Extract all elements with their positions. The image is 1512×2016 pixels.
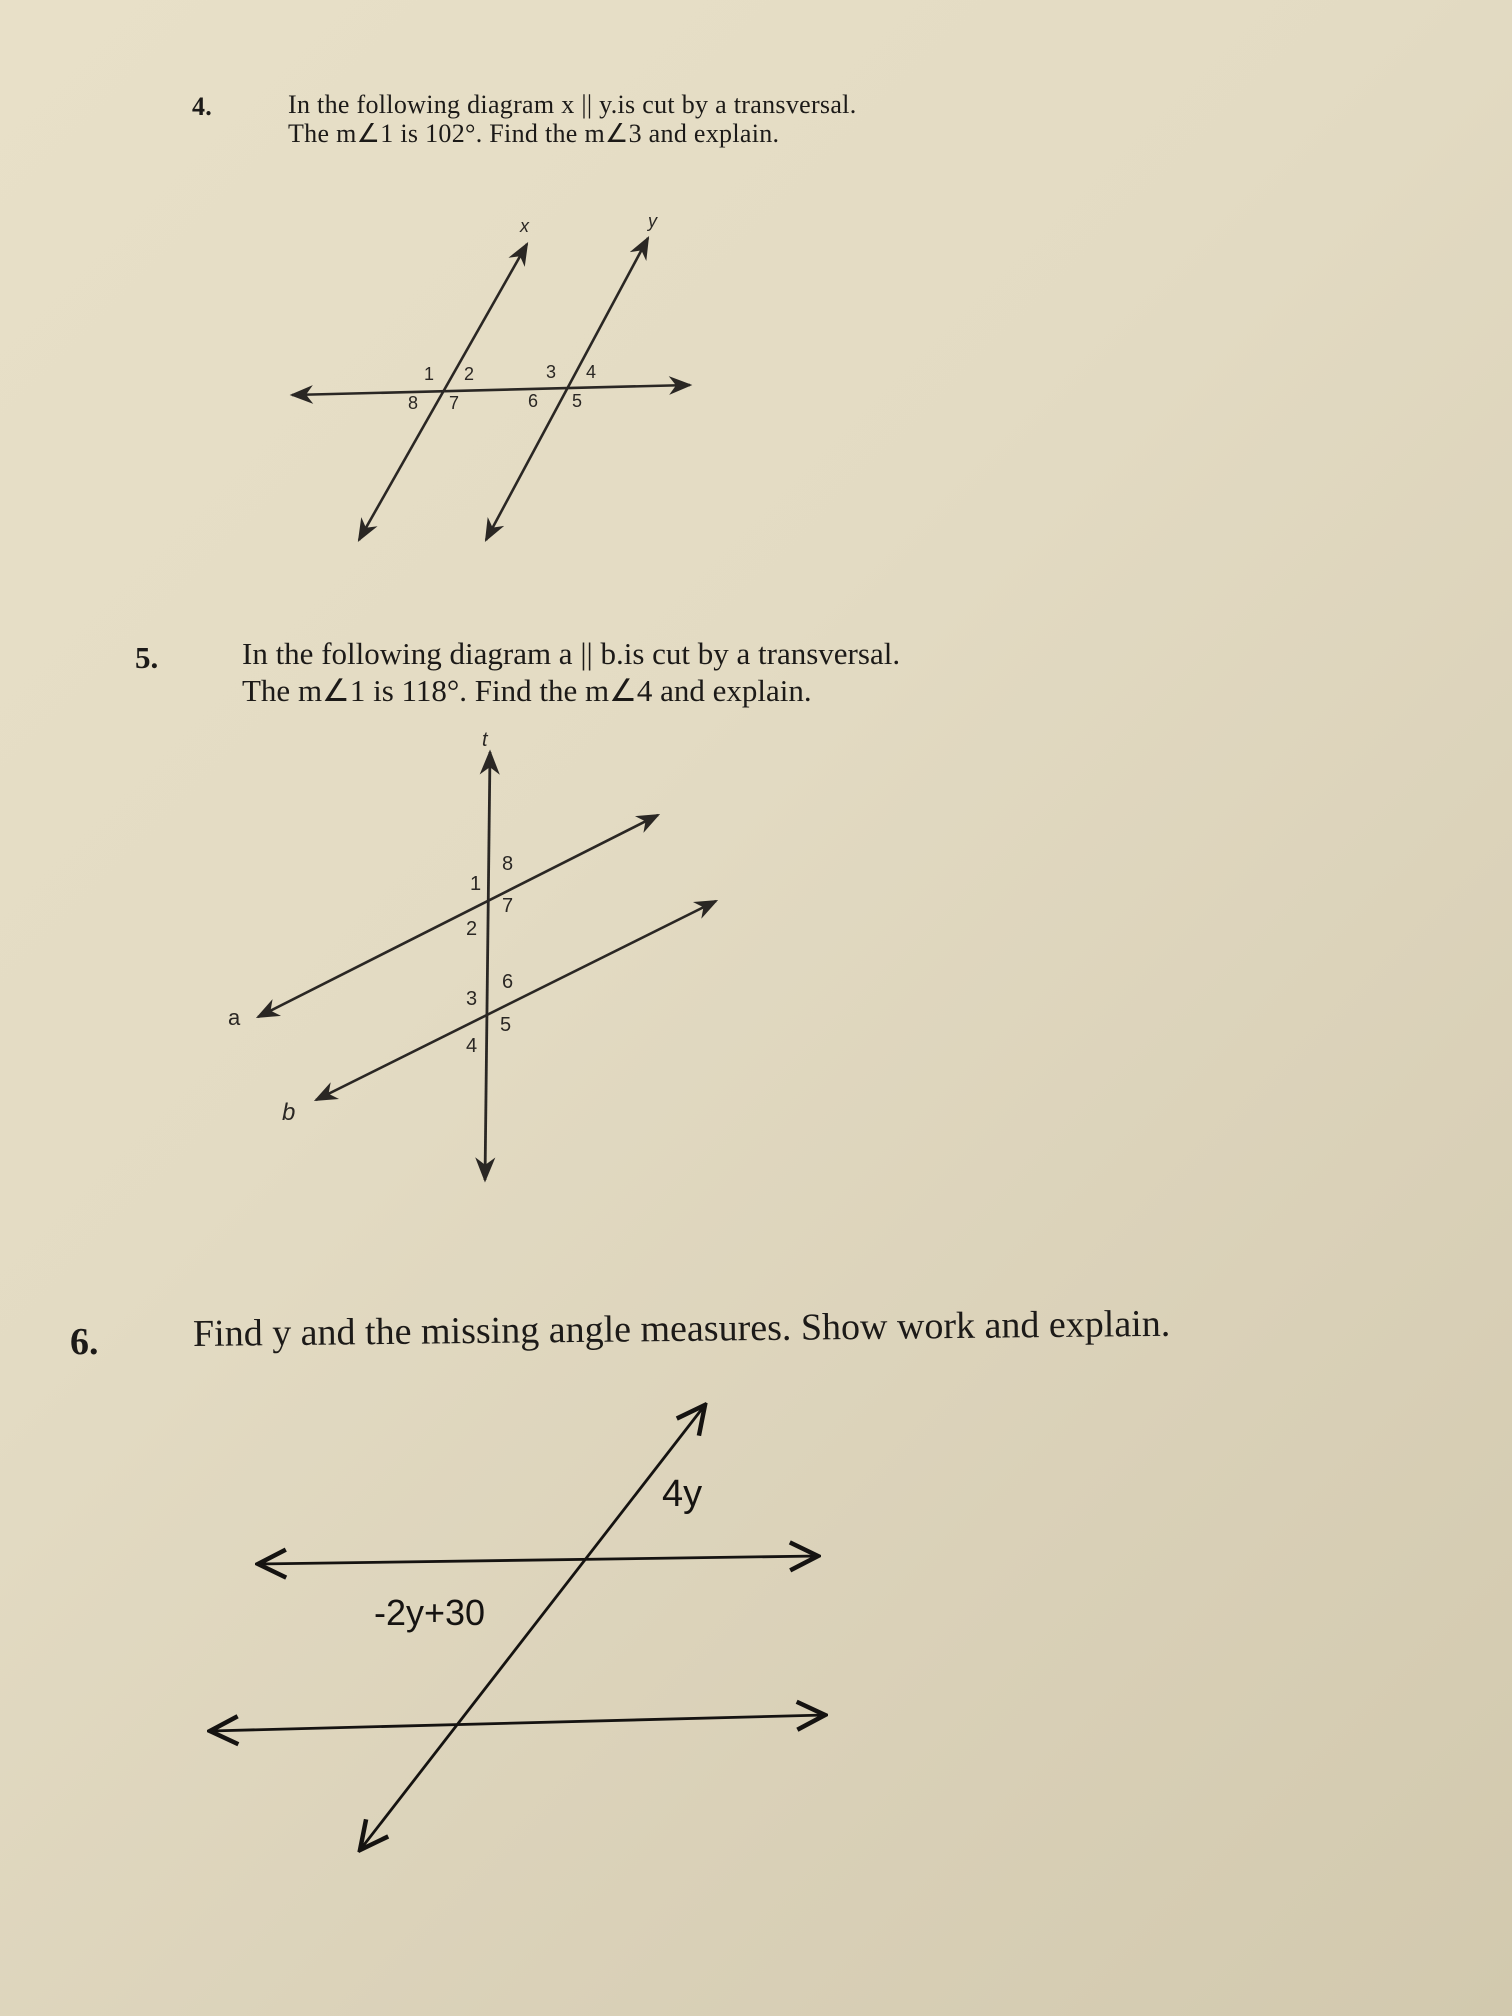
problem-4-line-1: In the following diagram x || y.is cut by a transversal. bbox=[288, 90, 857, 119]
p4-angle-4: 4 bbox=[586, 362, 597, 382]
problem-5-line-1: In the following diagram a || b.is cut by a transversal. bbox=[242, 636, 901, 671]
problem-4-line-2: The m∠1 is 102°. Find the m∠3 and explain. bbox=[288, 119, 780, 148]
p6-lower-parallel-line bbox=[210, 1715, 825, 1731]
p5-label-a: a bbox=[228, 1005, 241, 1030]
p6-angle-neg2y-plus-30: -2y+30 bbox=[374, 1592, 486, 1633]
p5-angle-3: 3 bbox=[466, 988, 478, 1010]
p5-angle-7: 7 bbox=[502, 895, 514, 917]
p4-angle-7: 7 bbox=[449, 393, 460, 413]
p5-angle-1: 1 bbox=[470, 873, 482, 895]
problem-4-number: 4. bbox=[192, 92, 213, 121]
p5-angle-4: 4 bbox=[466, 1035, 478, 1057]
p5-angle-5: 5 bbox=[500, 1014, 512, 1036]
p5-label-b: b bbox=[282, 1099, 296, 1126]
p4-label-x: x bbox=[520, 216, 529, 236]
problem-6-line-1: Find y and the missing angle measures. Show work and explain. bbox=[192, 1302, 1171, 1355]
p4-angle-8: 8 bbox=[408, 393, 419, 413]
p4-label-y: y bbox=[648, 211, 657, 231]
p4-angle-6: 6 bbox=[528, 391, 539, 411]
problem-5-number: 5. bbox=[135, 640, 159, 675]
p4-angle-1: 1 bbox=[424, 364, 435, 384]
p5-label-t: t bbox=[482, 729, 488, 751]
p4-angle-2: 2 bbox=[464, 364, 475, 384]
p4-angle-5: 5 bbox=[572, 391, 583, 411]
p6-angle-4y: 4y bbox=[662, 1473, 703, 1515]
p5-angle-8: 8 bbox=[502, 853, 514, 875]
p5-angle-2: 2 bbox=[466, 918, 478, 940]
p4-angle-3: 3 bbox=[546, 362, 557, 382]
p6-upper-parallel-line bbox=[258, 1556, 818, 1564]
problem-5-line-2: The m∠1 is 118°. Find the m∠4 and explain. bbox=[242, 673, 812, 708]
p5-angle-6: 6 bbox=[502, 971, 514, 993]
problem-6-number: 6. bbox=[70, 1321, 99, 1363]
